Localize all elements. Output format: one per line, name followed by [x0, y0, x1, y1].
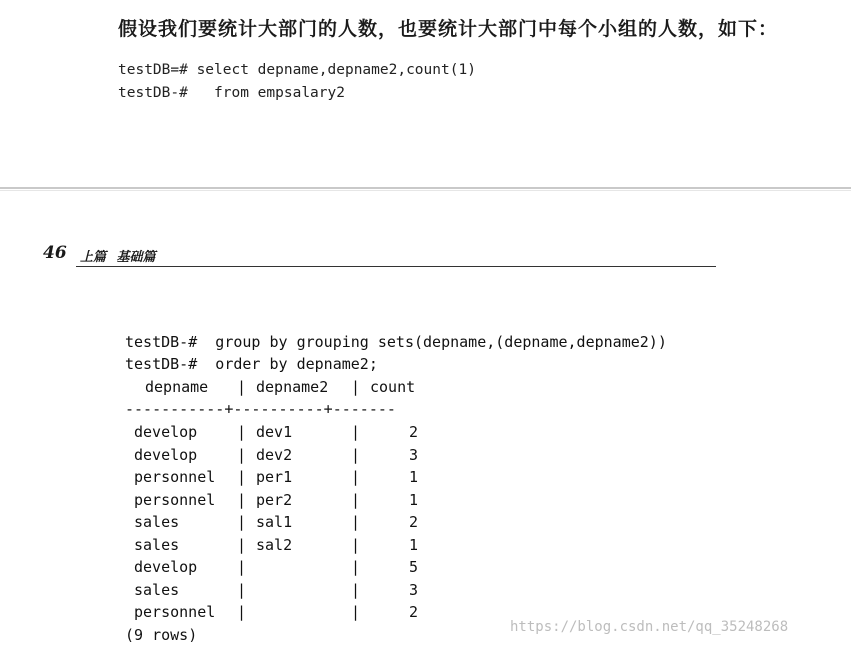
intro-text: 假设我们要统计大部门的人数，也要统计大部门中每个小组的人数，如下： — [118, 18, 779, 40]
cell-depname: personnel — [134, 468, 216, 486]
header-count: count — [370, 378, 416, 396]
query-top-line-1: testDB=# select depname,depname2,count(1) — [118, 62, 476, 78]
column-separator: | — [351, 581, 361, 599]
header-depname2: depname2 — [256, 378, 329, 396]
column-separator: | — [351, 446, 361, 464]
column-separator: | — [237, 581, 247, 599]
cell-count: 5 — [409, 558, 419, 576]
column-separator: | — [237, 468, 247, 486]
header-separator: | — [237, 378, 247, 396]
cell-depname: develop — [134, 423, 198, 441]
cell-depname2: dev2 — [256, 446, 293, 464]
cell-count: 2 — [409, 513, 419, 531]
column-separator: | — [237, 536, 247, 554]
page-break-shadow — [0, 190, 851, 191]
section-title: 上篇 基础篇 — [80, 250, 156, 265]
header-rule — [76, 266, 716, 267]
cell-count: 1 — [409, 491, 419, 509]
cell-count: 2 — [409, 603, 419, 621]
cell-depname2: dev1 — [256, 423, 293, 441]
cell-depname: develop — [134, 558, 198, 576]
cell-depname2: sal1 — [256, 513, 293, 531]
cell-depname: personnel — [134, 491, 216, 509]
column-separator: | — [237, 423, 247, 441]
query-bottom-line-2: testDB-# order by depname2; — [125, 355, 378, 373]
cell-count: 1 — [409, 468, 419, 486]
cell-depname2: per2 — [256, 491, 293, 509]
column-separator: | — [351, 603, 361, 621]
column-separator: | — [237, 513, 247, 531]
query-top-line-2: testDB-# from empsalary2 — [118, 85, 345, 101]
header-depname: depname — [145, 378, 209, 396]
cell-depname: sales — [134, 536, 180, 554]
row-count-footer: (9 rows) — [125, 626, 198, 644]
column-separator: | — [351, 468, 361, 486]
cell-count: 2 — [409, 423, 419, 441]
watermark: https://blog.csdn.net/qq_35248268 — [510, 619, 789, 635]
page-number: 46 — [43, 243, 67, 263]
column-separator: | — [351, 513, 361, 531]
cell-depname: personnel — [134, 603, 216, 621]
column-separator: | — [351, 536, 361, 554]
cell-depname2: per1 — [256, 468, 293, 486]
column-separator: | — [237, 491, 247, 509]
column-separator: | — [351, 558, 361, 576]
cell-count: 3 — [409, 446, 419, 464]
header-separator: | — [351, 378, 361, 396]
column-separator: | — [237, 446, 247, 464]
query-bottom-line-1: testDB-# group by grouping sets(depname,(depname,depname2)) — [125, 333, 667, 351]
column-separator: | — [237, 558, 247, 576]
cell-count: 1 — [409, 536, 419, 554]
column-separator: | — [237, 603, 247, 621]
page-break-line — [0, 187, 851, 189]
cell-depname: develop — [134, 446, 198, 464]
cell-depname: sales — [134, 513, 180, 531]
result-divider: -----------+----------+------- — [125, 400, 396, 418]
column-separator: | — [351, 423, 361, 441]
cell-depname: sales — [134, 581, 180, 599]
cell-count: 3 — [409, 581, 419, 599]
column-separator: | — [351, 491, 361, 509]
cell-depname2: sal2 — [256, 536, 293, 554]
